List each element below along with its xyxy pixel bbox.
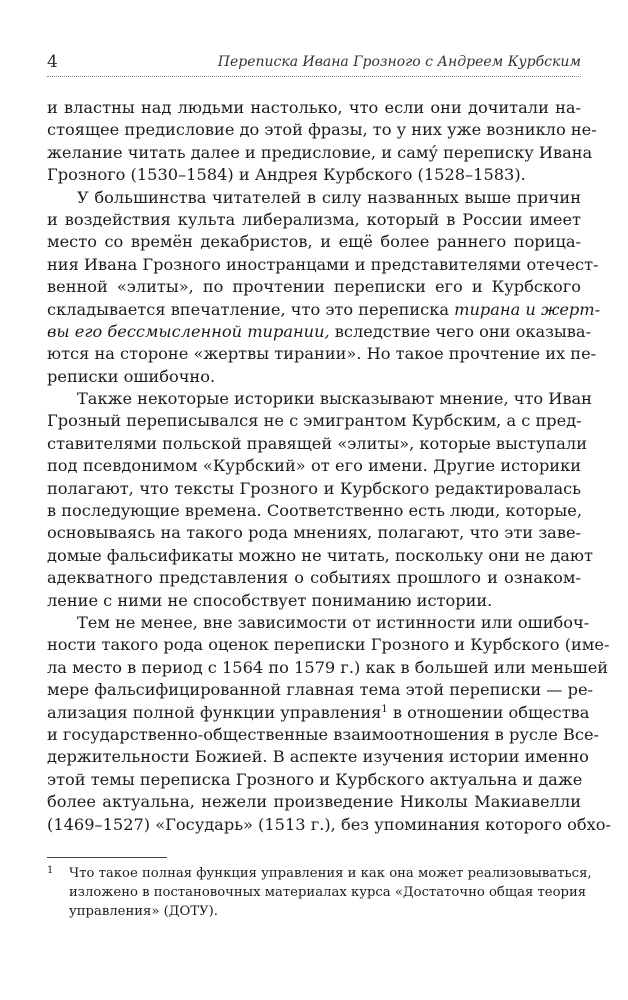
text-segment: вследствие чего они оказыва- <box>329 321 592 341</box>
text-line: ния Ивана Грозного иностранцами и представителями отечест- <box>47 254 599 274</box>
text-line: ются на стороне «жертвы тирании». Но такое прочтение их пе- <box>47 344 597 364</box>
text-line: этой темы переписка Грозного и Курбского актуальна и даже <box>47 769 583 789</box>
text-line: стоящее предисловие до этой фразы, то у них уже возникло не- <box>47 120 597 140</box>
text-line: и воздействия культа либерализма, который в России имеет <box>47 209 581 229</box>
footnote <box>47 864 592 921</box>
text-line: и государственно-общественные взаимоотношения в русле Все- <box>47 724 600 744</box>
text-line: Грозного (1530–1584) и Андрея Курбского (1528–1583). <box>47 165 526 185</box>
footnote-divider <box>47 857 167 858</box>
text-line: ставителями польской правящей «элиты», которые выступали <box>47 433 587 453</box>
text-line: Грозный переписывался не с эмигрантом Курбским, а с пред- <box>47 411 582 431</box>
text-line: домые фальсификаты можно не читать, поскольку они не дают <box>47 545 593 565</box>
text-segment: в отношении общества <box>387 702 590 722</box>
text-line <box>47 702 590 724</box>
text-line: держительности Божией. В аспекте изучения истории именно <box>47 747 589 767</box>
text-line: реписки ошибочно. <box>47 366 216 386</box>
text-line: (1469–1527) «Государь» (1513 г.), без упоминания которого обхо- <box>47 814 611 834</box>
text-segment: складывается впечатление, что это переписка <box>47 299 455 319</box>
text-line: ление с ними не способствует пониманию истории. <box>47 590 493 610</box>
footnote-reference: 1 <box>381 703 388 715</box>
running-title: Переписка Ивана Грозного с Андреем Курбским <box>217 54 581 70</box>
text-line <box>47 299 601 321</box>
text-line: и властны над людьми настолько, что если они дочитали на- <box>47 98 581 117</box>
text-line: основываясь на такого рода мнениях, полагают, что эти заве- <box>47 523 581 543</box>
footnote-line: управления» (ДОТУ). <box>69 904 218 919</box>
text-line: адекватного представления о событиях прошлого и ознаком- <box>47 568 581 588</box>
text-line: У большинства читателей в силу названных выше причин <box>77 187 581 207</box>
text-line: ла место в период с 1564 по 1579 г.) как в большей или меньшей <box>47 657 609 677</box>
text-line: желание читать далее и предисловие, и саму́ переписку Ивана <box>47 142 593 162</box>
text-line: Также некоторые историки высказывают мнение, что Иван <box>77 389 592 409</box>
text-line: венной «элиты», по прочтении переписки его и Курбского <box>47 277 581 297</box>
text-line: полагают, что тексты Грозного и Курбского редактировалась <box>47 478 581 498</box>
page-header <box>47 44 581 77</box>
footnote-line: изложено в постановочных материалах курса «Достаточно общая теория <box>69 885 587 900</box>
text-line: Тем не менее, вне зависимости от истинности или ошибоч- <box>77 612 590 632</box>
page-number: 4 <box>47 52 58 72</box>
text-line: ности такого рода оценок переписки Грозного и Курбского (име- <box>47 635 610 655</box>
italic-segment: вы его бессмысленной тирании, <box>47 321 330 341</box>
text-line: мере фальсифицированной главная тема этой переписки — ре- <box>47 680 594 700</box>
text-segment: ализация полной функции управления <box>47 702 382 722</box>
text-line: в последующие времена. Соответственно есть люди, которые, <box>47 501 583 521</box>
main-text <box>47 97 611 836</box>
text-line <box>47 321 592 343</box>
text-line: под псевдонимом «Курбский» от его имени. Другие историки <box>47 456 581 476</box>
text-line: более актуальна, нежели произведение Николы Макиавелли <box>47 792 581 812</box>
footnote-mark: 1 <box>47 865 54 876</box>
footnote-line: Что такое полная функция управления и как она может реализовываться, <box>69 866 592 881</box>
italic-segment: тирана и жерт- <box>454 299 601 319</box>
text-line: место со времён декабристов, и ещё более раннего порица- <box>47 232 581 252</box>
